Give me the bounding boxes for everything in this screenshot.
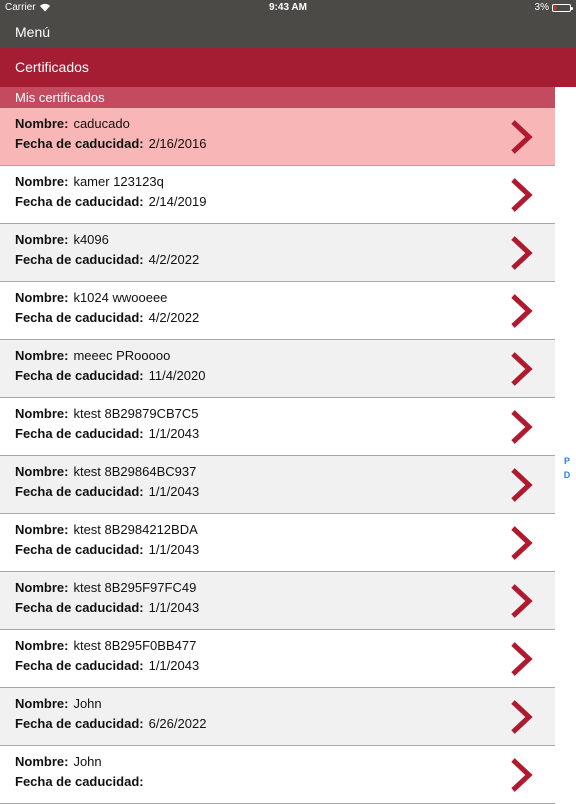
certificate-expiry: 1/1/2043 xyxy=(148,600,200,615)
expiry-line xyxy=(15,194,206,209)
expiry-label: Fecha de caducidad: xyxy=(15,426,144,441)
chevron-right-icon[interactable] xyxy=(510,177,534,213)
certificate-list[interactable] xyxy=(0,108,555,789)
certificate-row[interactable] xyxy=(0,630,555,688)
chevron-right-icon[interactable] xyxy=(510,641,534,677)
expiry-label: Fecha de caducidad: xyxy=(15,600,144,615)
expiry-line xyxy=(15,136,206,151)
chevron-right-icon[interactable] xyxy=(510,409,534,445)
certificate-row[interactable] xyxy=(0,456,555,514)
name-label: Nombre: xyxy=(15,580,69,595)
certificate-expiry: 2/14/2019 xyxy=(148,194,207,209)
chevron-right-icon[interactable] xyxy=(510,119,534,155)
certificate-expiry: 1/1/2043 xyxy=(148,658,200,673)
certificate-expiry: 4/2/2022 xyxy=(148,310,200,325)
name-label: Nombre: xyxy=(15,754,69,769)
certificate-row[interactable] xyxy=(0,166,555,224)
name-label: Nombre: xyxy=(15,638,69,653)
certificate-expiry: 1/1/2043 xyxy=(148,542,200,557)
name-label: Nombre: xyxy=(15,464,69,479)
certificate-expiry: 11/4/2020 xyxy=(148,368,206,383)
name-label: Nombre: xyxy=(15,174,69,189)
list-subheader xyxy=(0,87,555,108)
index-letter[interactable]: D xyxy=(563,470,571,480)
certificate-name: k4096 xyxy=(73,232,109,247)
certificate-expiry: 4/2/2022 xyxy=(148,252,200,267)
name-line xyxy=(15,290,167,305)
certificate-name: John xyxy=(73,696,102,711)
expiry-label: Fecha de caducidad: xyxy=(15,716,144,731)
battery-percent: 3% xyxy=(534,2,549,13)
chevron-right-icon[interactable] xyxy=(510,699,534,735)
clock: 9:43 AM xyxy=(269,2,307,13)
name-line xyxy=(15,348,170,363)
certificate-expiry: 1/1/2043 xyxy=(148,426,200,441)
certificate-row[interactable] xyxy=(0,282,555,340)
index-letter[interactable]: P xyxy=(563,456,570,466)
chevron-right-icon[interactable] xyxy=(510,351,534,387)
carrier-label: Carrier xyxy=(5,2,36,13)
expiry-line xyxy=(15,368,205,383)
certificate-row[interactable] xyxy=(0,572,555,630)
expiry-line xyxy=(15,600,199,615)
expiry-line xyxy=(15,774,149,789)
section-header xyxy=(0,48,576,87)
expiry-line xyxy=(15,658,199,673)
expiry-line xyxy=(15,252,199,267)
name-line xyxy=(15,696,102,711)
certificate-row[interactable] xyxy=(0,688,555,746)
section-title: Certificados xyxy=(15,59,89,75)
name-line xyxy=(15,174,164,189)
certificate-name: ktest 8B295F97FC49 xyxy=(73,580,197,595)
expiry-label: Fecha de caducidad: xyxy=(15,194,144,209)
certificate-name: ktest 8B29879CB7C5 xyxy=(73,406,199,421)
certificate-expiry: 2/16/2016 xyxy=(148,136,207,151)
chevron-right-icon[interactable] xyxy=(510,583,534,619)
battery-icon xyxy=(552,4,571,12)
chevron-right-icon[interactable] xyxy=(510,525,534,561)
certificate-row[interactable] xyxy=(0,108,555,166)
expiry-line xyxy=(15,310,199,325)
certificate-expiry: 6/26/2022 xyxy=(148,716,207,731)
certificate-expiry: 1/1/2043 xyxy=(148,484,200,499)
expiry-label: Fecha de caducidad: xyxy=(15,484,144,499)
certificate-row[interactable] xyxy=(0,514,555,572)
expiry-line xyxy=(15,716,206,731)
certificate-name: kamer 123123q xyxy=(73,174,164,189)
menu-bar[interactable] xyxy=(0,16,576,48)
battery-info xyxy=(535,2,571,13)
certificate-row[interactable] xyxy=(0,340,555,398)
certificate-name: ktest 8B2984212BDA xyxy=(73,522,198,537)
certificate-row[interactable] xyxy=(0,746,555,804)
section-index[interactable] xyxy=(560,454,574,482)
subheader-title: Mis certificados xyxy=(15,90,105,105)
status-bar xyxy=(0,0,576,16)
name-label: Nombre: xyxy=(15,522,69,537)
expiry-label: Fecha de caducidad: xyxy=(15,542,144,557)
name-label: Nombre: xyxy=(15,290,69,305)
menu-title[interactable]: Menú xyxy=(15,24,51,40)
name-line xyxy=(15,406,198,421)
certificate-name: k1024 wwooeee xyxy=(73,290,168,305)
name-line xyxy=(15,522,198,537)
certificate-row[interactable] xyxy=(0,398,555,456)
chevron-right-icon[interactable] xyxy=(510,467,534,503)
expiry-label: Fecha de caducidad: xyxy=(15,774,144,789)
expiry-label: Fecha de caducidad: xyxy=(15,252,144,267)
chevron-right-icon[interactable] xyxy=(510,293,534,329)
name-line xyxy=(15,464,196,479)
certificate-row[interactable] xyxy=(0,224,555,282)
expiry-label: Fecha de caducidad: xyxy=(15,310,144,325)
name-line xyxy=(15,232,109,247)
expiry-label: Fecha de caducidad: xyxy=(15,658,144,673)
certificate-name: John xyxy=(73,754,102,769)
certificate-name: meeec PRooooo xyxy=(73,348,171,363)
name-line xyxy=(15,116,130,131)
chevron-right-icon[interactable] xyxy=(510,235,534,271)
certificate-name: caducado xyxy=(73,116,130,131)
expiry-line xyxy=(15,484,199,499)
certificate-name: ktest 8B295F0BB477 xyxy=(73,638,197,653)
expiry-line xyxy=(15,426,199,441)
expiry-label: Fecha de caducidad: xyxy=(15,136,144,151)
name-label: Nombre: xyxy=(15,696,69,711)
expiry-line xyxy=(15,542,199,557)
name-line xyxy=(15,638,196,653)
name-line xyxy=(15,580,196,595)
name-label: Nombre: xyxy=(15,406,69,421)
expiry-label: Fecha de caducidad: xyxy=(15,368,144,383)
name-label: Nombre: xyxy=(15,116,69,131)
name-line xyxy=(15,754,102,769)
name-label: Nombre: xyxy=(15,232,69,247)
certificate-name: ktest 8B29864BC937 xyxy=(73,464,197,479)
chevron-right-icon[interactable] xyxy=(510,757,534,793)
name-label: Nombre: xyxy=(15,348,69,363)
